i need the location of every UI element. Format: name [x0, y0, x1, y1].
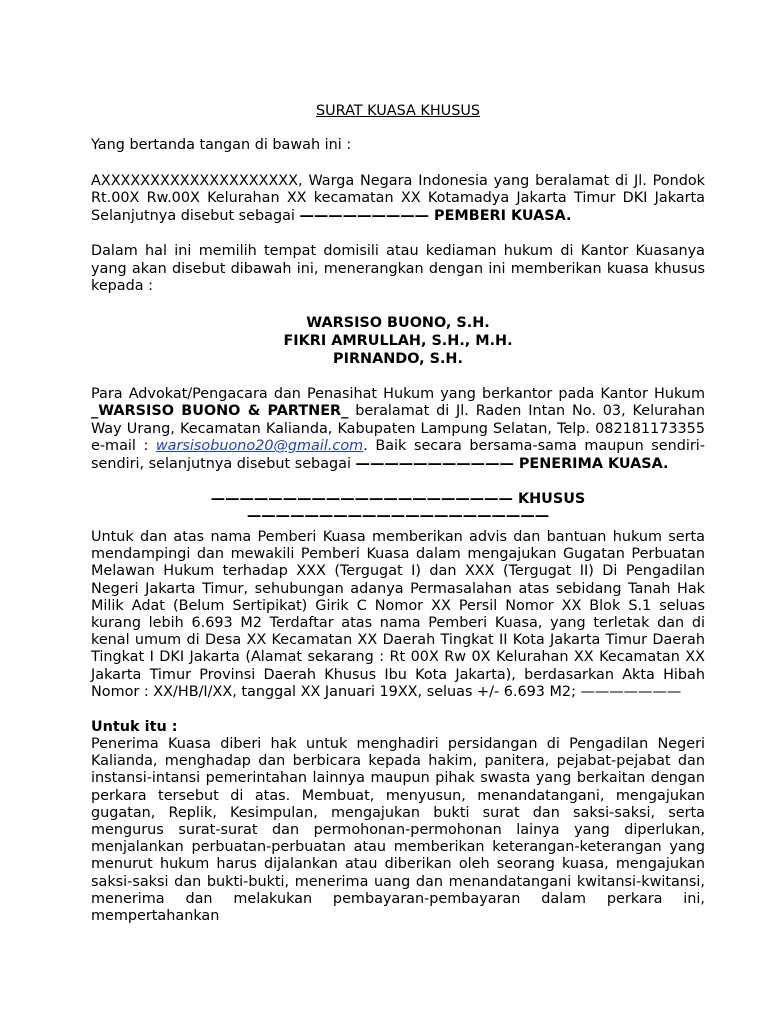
recipient-text-after: beralamat di Jl. Raden Intan No. 03, Kelurahan Way Urang, Kecamatan Kalianda, Kabupaten Lampung Selatan, Telp. 082181173355 e-mail :: [91, 403, 705, 454]
recipient-paragraph: [91, 386, 705, 474]
untuk-itu-paragraph: Penerima Kuasa diberi hak untuk menghadiri persidangan di Pengadilan Negeri Kalianda, menghadap dan berbicara kepada hakim, panitera, pejabat-pejabat dan instansi-intansi pemerintahan lainnya maupun pihak swasta yang berkaitan dengan perkara tersebut di atas. Membuat, menyusun, menandatangani, mengajukan gugatan, Replik, Kesimpulan, mengajukan bukti surat dan saksi-saksi, serta mengurus surat-surat dan permohonan-permohonan lainya yang diperlukan, menjalankan perbuatan-perbuatan atau memberikan keterangan-keterangan yang menurut hukum harus dijalankan atau diberikan oleh seorang kuasa, mengajukan saksi-saksi dan bukti-bukti, menerima uang dan menandatangani kwitansi-kwitansi, menerima dan melakukan pembayaran-pembayaran dalam perkara ini, mempertahankan: [91, 736, 705, 925]
email-link[interactable]: warsisobuono20@gmail.com: [155, 438, 364, 454]
intro-line: Yang bertanda tangan di bawah ini :: [91, 137, 352, 153]
grantor-paragraph: [91, 173, 705, 226]
grantor-text: AXXXXXXXXXXXXXXXXXXXX, Warga Negara Indonesia yang beralamat di Jl. Pondok Rt.00X Rw.00X Kelurahan XX kecamatan XX Kotamadya Jakarta Timur DKI Jakarta Selanjutnya disebut sebagai: [91, 172, 705, 224]
document-title: SURAT KUASA KHUSUS: [315, 103, 480, 119]
attorney-list: [91, 314, 705, 368]
grantor-role: ————————— PEMBERI KUASA.: [299, 207, 572, 224]
attorney-name: FIKRI AMRULLAH, S.H., M.H.: [283, 332, 513, 349]
attorney-name: PIRNANDO, S.H.: [333, 350, 463, 367]
untuk-itu-heading: Untuk itu :: [91, 719, 178, 736]
khusus-paragraph: Untuk dan atas nama Pemberi Kuasa memberikan advis dan bantuan hukum serta mendampingi dan mewakili Pemberi Kuasa dalam mengajukan Gugatan Perbuatan Melawan Hukum terhadap XXX (Tergugat I) dan XXX (Tergugat II) Di Pengadilan Negeri Jakarta Timur, sehubungan adanya Permasalahan atas sebidang Tanah Hak Milik Adat (Belum Sertipikat) Girik C Nomor XX Persil Nomor XX Blok S.1 seluas kurang lebih 6.693 M2 Terdaftar atas nama Pemberi Kuasa, yang terletak dan di kenal umum di Desa XX Kecamatan XX Daerah Tingkat II Kota Jakarta Timur Daerah Tingkat I DKI Jakarta (Alamat sekarang : Rt 00X Rw 0X Kelurahan XX Kecamatan XX Jakarta Timur Provinsi Daerah Khusus Ibu Kota Jakarta), berdasarkan Akta Hibah Nomor : XX/HB/I/XX, tanggal XX Januari 19XX, seluas +/- 6.693 M2; ———————: [91, 529, 705, 700]
recipient-text-before: Para Advokat/Pengacara dan Penasihat Hukum yang berkantor pada Kantor Hukum: [91, 385, 705, 402]
recipient-text-end: . Baik secara bersama-sama maupun sendiri-sendiri, selanjutnya disebut sebagai: [91, 438, 705, 472]
recipient-role: ——————————— PENERIMA KUASA.: [355, 455, 669, 472]
khusus-heading: ————————————————————— KHUSUS —————————————————————: [210, 491, 586, 524]
law-firm-name: _WARSISO BUONO & PARTNER_: [91, 403, 349, 419]
domicile-paragraph: Dalam hal ini memilih tempat domisili atau kediaman hukum di Kantor Kuasanya yang akan disebut dibawah ini, menerangkan dengan ini memberikan kuasa khusus kepada :: [91, 243, 705, 294]
attorney-name: WARSISO BUONO, S.H.: [306, 314, 490, 331]
